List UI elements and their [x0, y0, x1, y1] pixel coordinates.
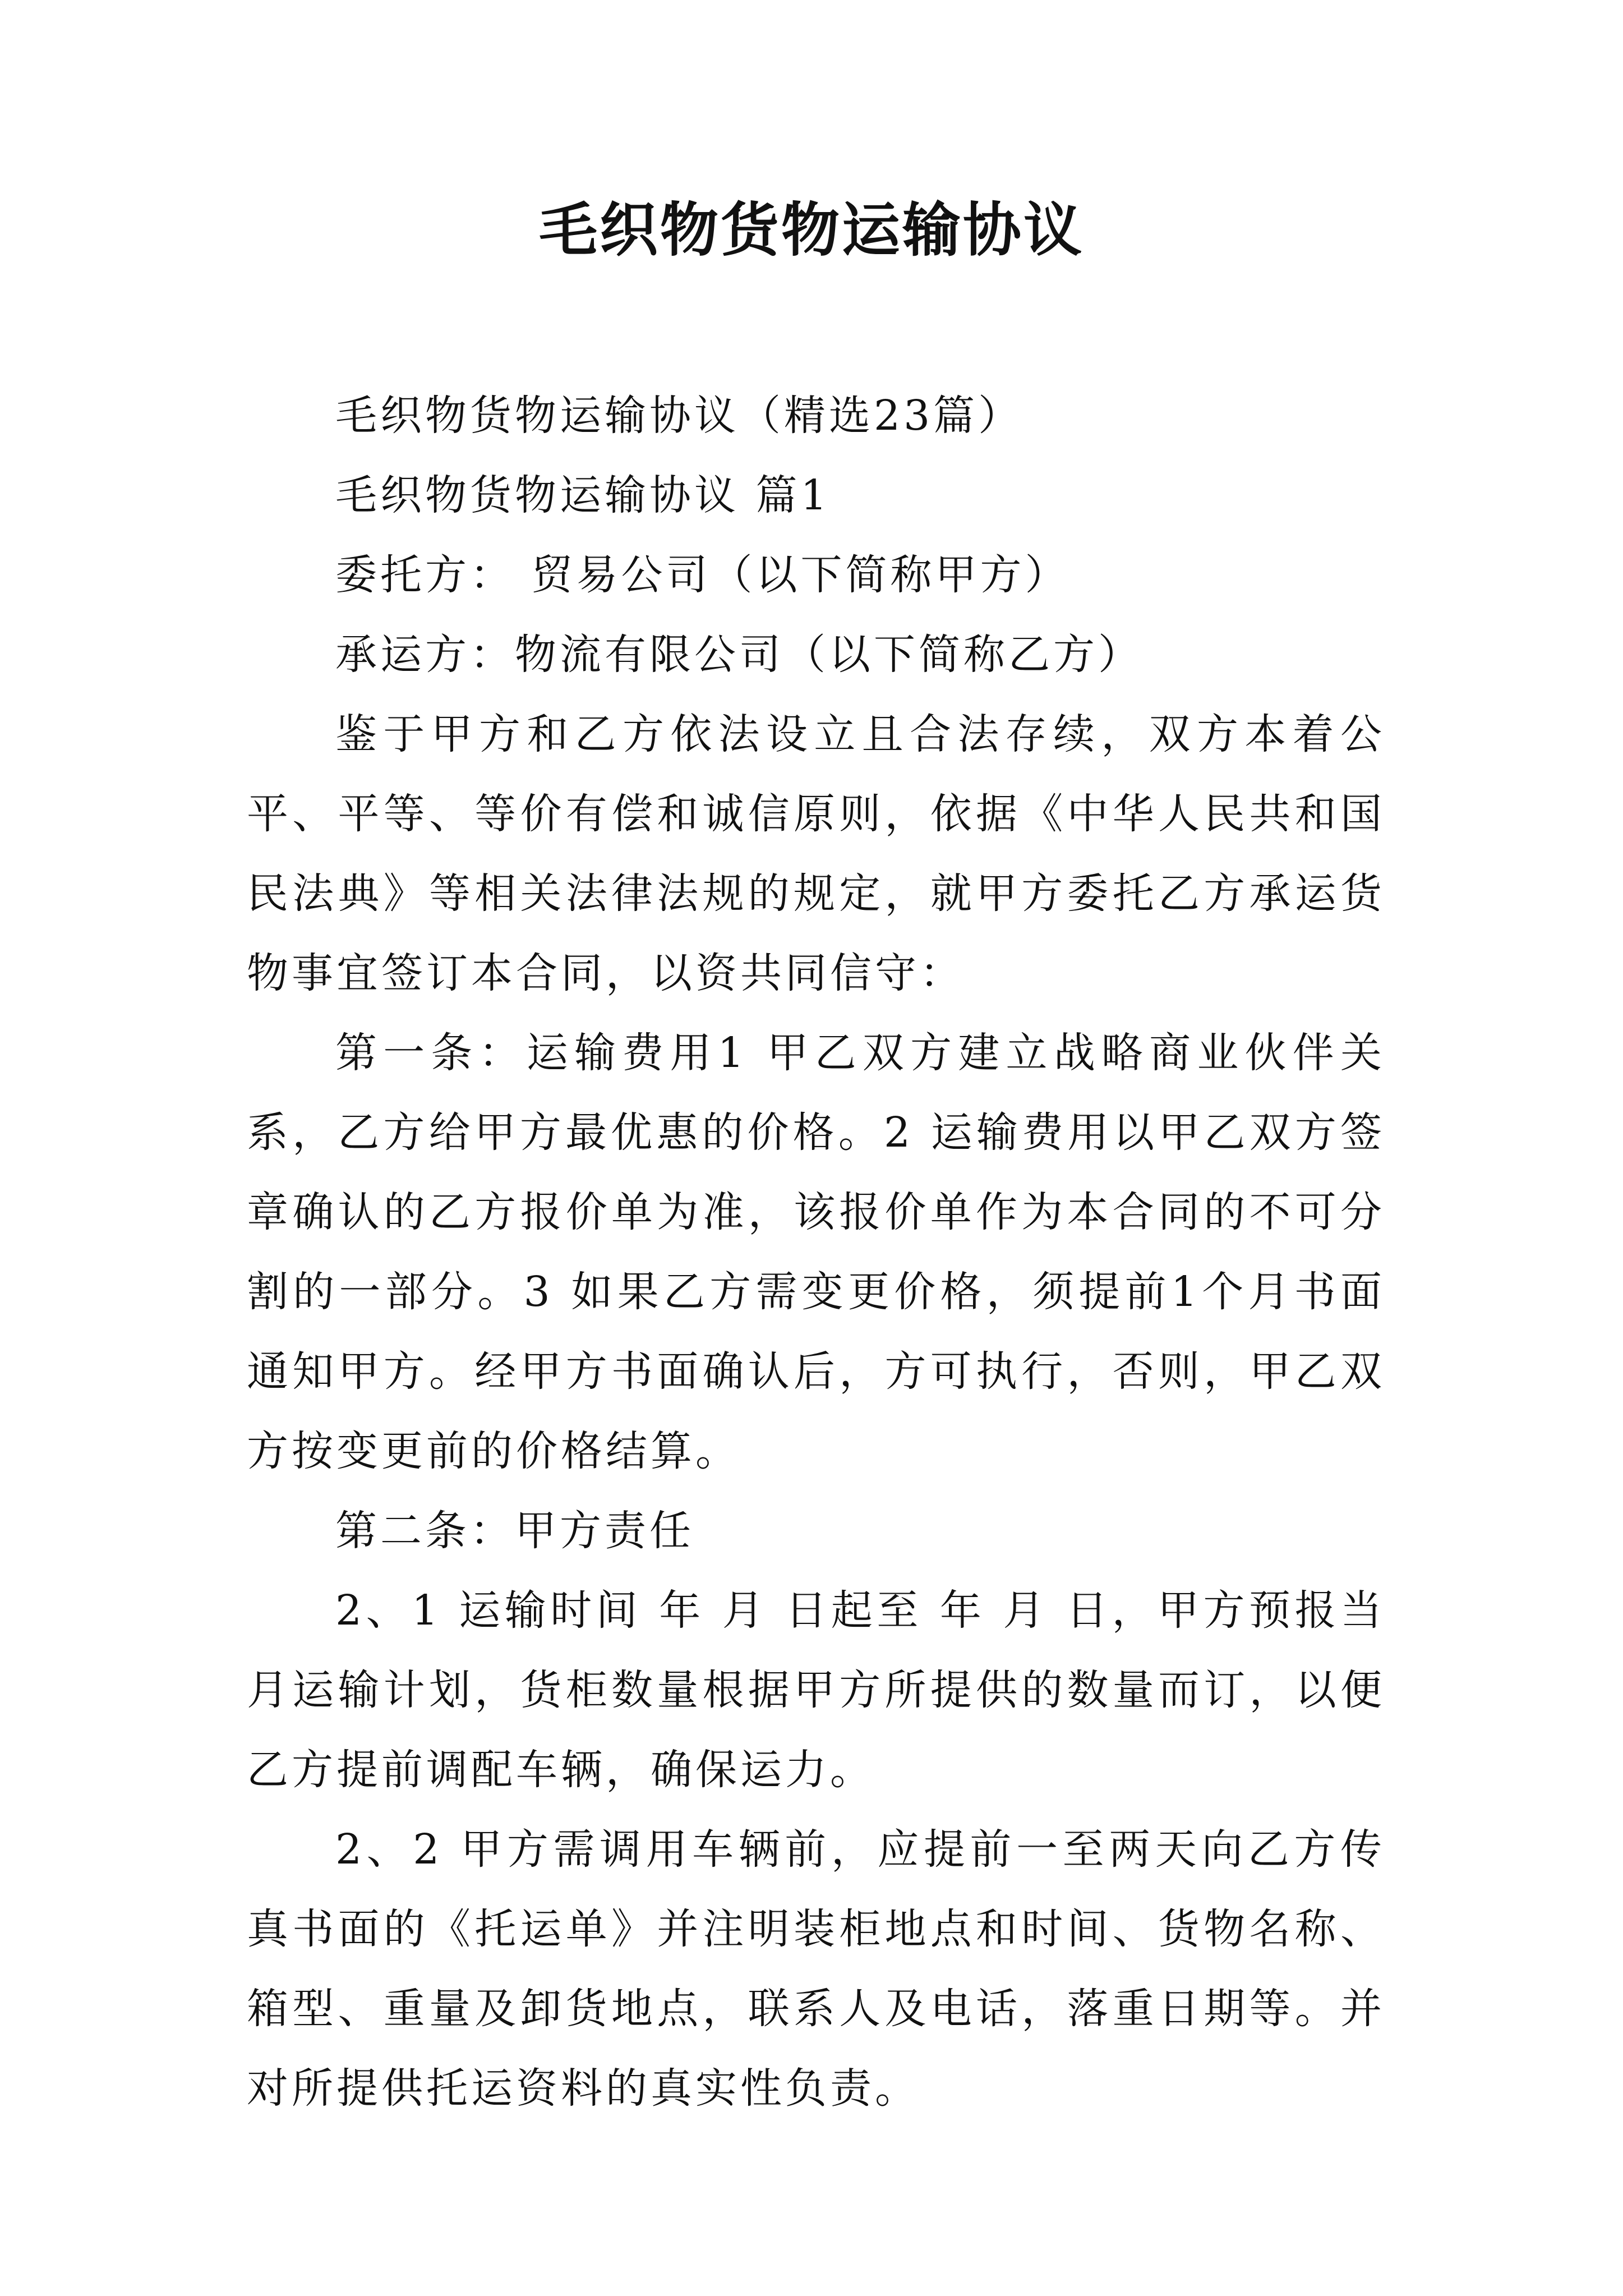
paragraph-article-2-heading: 第二条：甲方责任: [335, 1507, 694, 1555]
paragraph-clause-2-1: 2、1 运输时间 年 月 日起至 年 月 日，甲方预报当月运输计划，货柜数量根据甲方所提供的数量而订，以便乙方提前调配车辆，确保运力。: [247, 1586, 1385, 1794]
paragraph-section-heading: 毛织物货物运输协议 篇1: [335, 471, 831, 519]
paragraph-carrier: 承运方：物流有限公司（以下简称乙方）: [335, 631, 1143, 679]
paragraph-clause-2-2: 2、2 甲方需调用车辆前，应提前一至两天向乙方传真书面的《托运单》并注明装柜地点和时间、货物名称、箱型、重量及卸货地点，联系人及电话，落重日期等。并对所提供托运资料的真实性负责。: [247, 1825, 1385, 2113]
document-body: [247, 376, 1385, 2128]
paragraph-client: 委托方： 贸易公司（以下简称甲方）: [335, 551, 1070, 599]
document-title: 毛织物货物运输协议: [538, 195, 1084, 264]
paragraph-article-1: 第一条：运输费用1 甲乙双方建立战略商业伙伴关系，乙方给甲方最优惠的价格。2 运输费用以甲乙双方签章确认的乙方报价单为准，该报价单作为本合同的不可分割的一部分。3 如果乙方需变更价格，须提前1个月书面通知甲方。经甲方书面确认后，方可执行，否则，甲乙双方按变更前的价格结算。: [247, 1029, 1385, 1475]
paragraph-subtitle: 毛织物货物运输协议（精选23篇）: [335, 392, 1023, 440]
paragraph-preamble: 鉴于甲方和乙方依法设立且合法存续，双方本着公平、平等、等价有偿和诚信原则，依据《中华人民共和国民法典》等相关法律法规的规定，就甲方委托乙方承运货物事宜签订本合同，以资共同信守：: [247, 710, 1385, 997]
